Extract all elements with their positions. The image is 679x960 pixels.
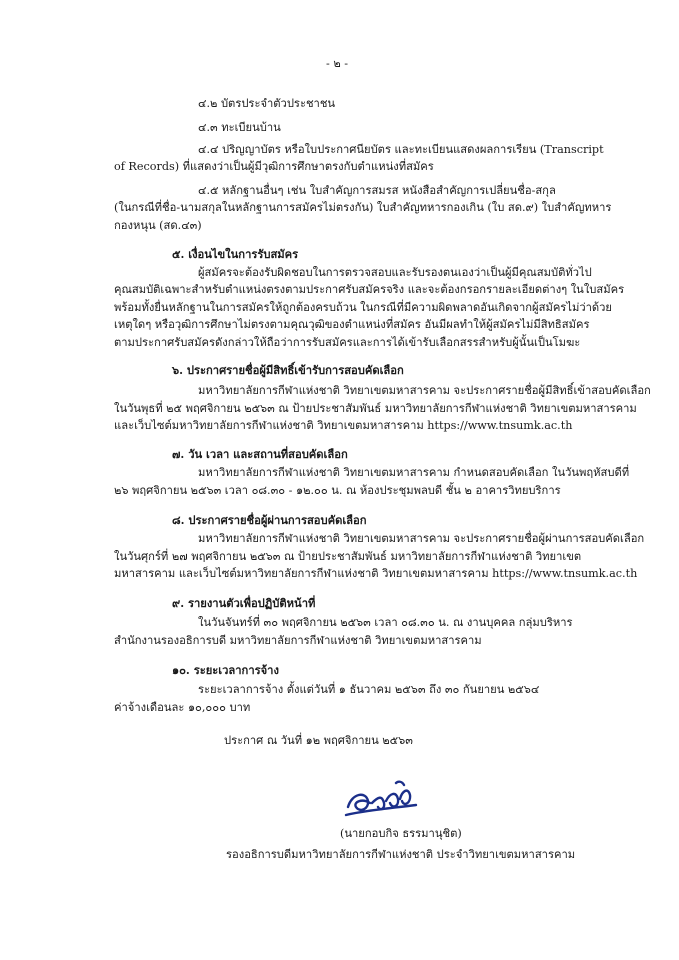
page-number: - ๒ -	[326, 57, 349, 70]
section-10-heading: ๑๐. ระยะเวลาการจ้าง	[172, 663, 279, 677]
section-6-line: มหาวิทยาลัยการกีฬาแห่งชาติ วิทยาเขตมหาสารคาม จะประกาศรายชื่อผู้มีสิทธิ์เข้าสอบคัดเลือก	[198, 384, 651, 397]
section-7-heading: ๗. วัน เวลา และสถานที่สอบคัดเลือก	[172, 447, 348, 461]
item-4-5-line2: (ในกรณีที่ชื่อ-นามสกุลในหลักฐานการสมัครไม่ตรงกัน) ใบสำคัญทหารกองเกิน (ใบ สด.๙) ใบสำคัญทหาร	[114, 201, 612, 214]
announcement-date: ประกาศ ณ วันที่ ๑๒ พฤศจิกายน ๒๕๖๓	[224, 734, 413, 747]
section-5-line: ผู้สมัครจะต้องรับผิดชอบในการตรวจสอบและรับรองตนเองว่าเป็นผู้มีคุณสมบัติทั่วไป	[198, 266, 592, 279]
item-4-3: ๔.๓ ทะเบียนบ้าน	[198, 121, 281, 134]
signer-title: รองอธิการบดีมหาวิทยาลัยการกีฬาแห่งชาติ ประจำวิทยาเขตมหาสารคาม	[226, 848, 576, 861]
section-10-line: ระยะเวลาการจ้าง ตั้งแต่วันที่ ๑ ธันวาคม ๒๕๖๓ ถึง ๓๐ กันยายน ๒๕๖๔	[198, 683, 540, 696]
section-8-heading: ๘. ประกาศรายชื่อผู้ผ่านการสอบคัดเลือก	[172, 513, 367, 527]
item-4-4-line1: ๔.๔ ปริญญาบัตร หรือใบประกาศนียบัตร และทะเบียนแสดงผลการเรียน (Transcript	[198, 143, 604, 156]
section-5-line: เหตุใดๆ หรือวุฒิการศึกษาไม่ตรงตามคุณวุฒิของตำแหน่งที่สมัคร อันมีผลทำให้ผู้สมัครไม่มีสิทธิสมัคร	[114, 318, 590, 331]
section-8-line: มหาวิทยาลัยการกีฬาแห่งชาติ วิทยาเขตมหาสารคาม จะประกาศรายชื่อผู้ผ่านการสอบคัดเลือก	[198, 532, 645, 545]
section-5-line: พร้อมทั้งยื่นหลักฐานในการสมัครให้ถูกต้องครบถ้วน ในกรณีที่มีความผิดพลาดอันเกิดจากผู้สมัครไม่ว่าด้วย	[114, 301, 612, 314]
item-4-4-line2: of Records) ที่แสดงว่าเป็นผู้มีวุฒิการศึกษาตรงกับตำแหน่งที่สมัคร	[114, 160, 434, 173]
signer-name: (นายกอบกิจ ธรรมานุชิต)	[340, 827, 462, 840]
item-4-5-line1: ๔.๕ หลักฐานอื่นๆ เช่น ใบสำคัญการสมรส หนังสือสำคัญการเปลี่ยนชื่อ-สกุล	[198, 184, 556, 197]
section-8-line: มหาสารคาม และเว็บไซต์มหาวิทยาลัยการกีฬาแห่งชาติ วิทยาเขตมหาสารคาม https://www.tnsumk.ac.th	[114, 567, 638, 580]
section-9-line: สำนักงานรองอธิการบดี มหาวิทยาลัยการกีฬาแห่งชาติ วิทยาเขตมหาสารคาม	[114, 634, 482, 647]
section-8-line: ในวันศุกร์ที่ ๒๗ พฤศจิกายน ๒๕๖๓ ณ ป้ายประชาสัมพันธ์ มหาวิทยาลัยการกีฬาแห่งชาติ วิทยาเขต	[114, 550, 582, 563]
section-9-heading: ๙. รายงานตัวเพื่อปฏิบัติหน้าที่	[172, 596, 316, 610]
section-6-line: และเว็บไซต์มหาวิทยาลัยการกีฬาแห่งชาติ วิทยาเขตมหาสารคาม https://www.tnsumk.ac.th	[114, 419, 573, 432]
section-5-line: ตามประกาศรับสมัครดังกล่าวให้ถือว่าการรับสมัครและการได้เข้ารับเลือกสรรสำหรับผู้นั้นเป็นโมฆะ	[114, 336, 581, 349]
section-5-heading: ๕. เงื่อนไขในการรับสมัคร	[172, 247, 299, 261]
section-7-line: มหาวิทยาลัยการกีฬาแห่งชาติ วิทยาเขตมหาสารคาม กำหนดสอบคัดเลือก ในวันพฤหัสบดีที่	[198, 466, 630, 479]
item-4-5-line3: กองหนุน (สด.๔๓)	[114, 219, 202, 232]
item-4-2: ๔.๒ บัตรประจำตัวประชาชน	[198, 97, 336, 110]
section-9-line: ในวันจันทร์ที่ ๓๐ พฤศจิกายน ๒๕๖๓ เวลา ๐๘.๓๐ น. ณ งานบุคคล กลุ่มบริหาร	[198, 616, 573, 629]
section-6-heading: ๖. ประกาศรายชื่อผู้มีสิทธิ์เข้ารับการสอบคัดเลือก	[172, 363, 404, 377]
section-5-line: คุณสมบัติเฉพาะสำหรับตำแหน่งตรงตามประกาศรับสมัครจริง และจะต้องกรอกรายละเอียดต่างๆ ในใบสมัคร	[114, 283, 625, 296]
signature-icon	[338, 773, 422, 825]
section-7-line: ๒๖ พฤศจิกายน ๒๕๖๓ เวลา ๐๘.๓๐ - ๑๒.๐๐ น. ณ ห้องประชุมพลบดี ชั้น ๒ อาคารวิทยบริการ	[114, 484, 561, 497]
section-10-line: ค่าจ้างเดือนละ ๑๐,๐๐๐ บาท	[114, 701, 251, 714]
section-6-line: ในวันพุธที่ ๒๕ พฤศจิกายน ๒๕๖๓ ณ ป้ายประชาสัมพันธ์ มหาวิทยาลัยการกีฬาแห่งชาติ วิทยาเขตมหาสารคาม	[114, 402, 637, 415]
